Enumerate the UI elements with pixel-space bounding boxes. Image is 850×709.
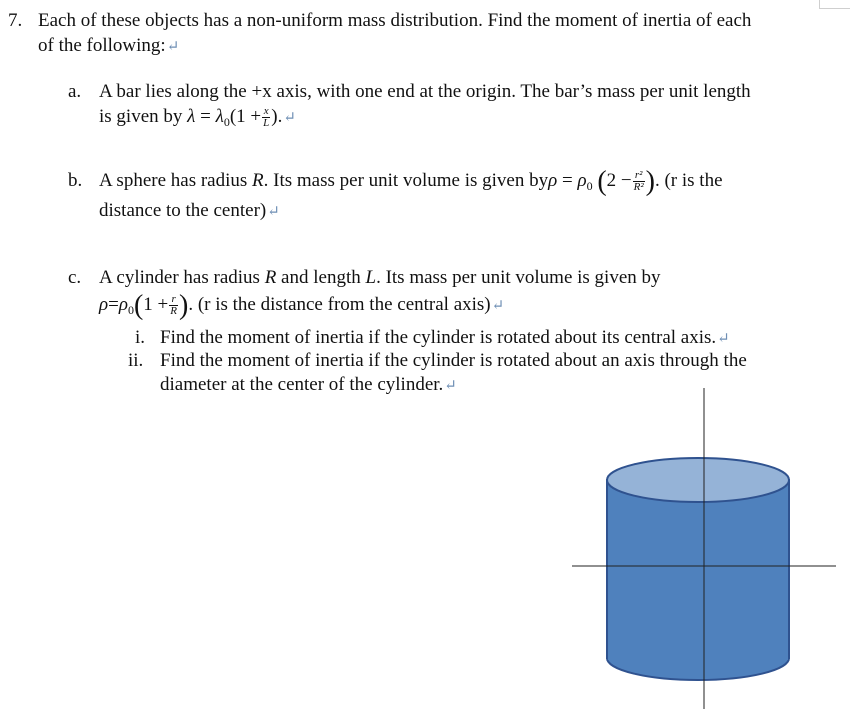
rho-symbol: ρ: [99, 294, 109, 315]
problem-number: 7.: [8, 10, 23, 31]
part-a-open-paren: (1 +: [229, 106, 262, 127]
part-c-frac-num: r: [169, 294, 178, 306]
part-a-prefix: is given by: [99, 106, 183, 127]
sub-ii-label: ii.: [128, 350, 144, 371]
part-c-label: c.: [68, 267, 82, 288]
part-b-big-close-paren: ): [645, 166, 655, 197]
part-c-frac-den: R: [170, 305, 177, 318]
part-b-prefix: A sphere has radius: [99, 170, 248, 191]
lambda0-subscript: 0: [223, 115, 230, 129]
cylinder-figure: [572, 388, 836, 709]
sub-ii-line1: Find the moment of inertia if the cylinder is rotated about an axis through the: [160, 350, 747, 371]
part-c-line2-suffix: . (r is the distance from the central axis): [188, 294, 491, 315]
rho0-subscript: 0: [586, 179, 593, 193]
rho0-symbol: ρ: [577, 170, 587, 191]
equals-sign: =: [200, 106, 211, 127]
part-c-line1: [99, 267, 661, 290]
lambda-symbol: λ: [187, 106, 196, 127]
part-c-text-a: A cylinder has radius: [99, 267, 260, 288]
part-b-two-minus: 2 −: [606, 170, 632, 191]
lambda0-symbol: λ: [215, 106, 224, 127]
page-corner-marker: [819, 0, 850, 9]
problem-intro-line2-wrap: [38, 35, 179, 58]
part-b-line1: [99, 166, 723, 197]
part-b-frac-num: r²: [633, 170, 645, 182]
part-a-frac-den: L: [263, 117, 270, 130]
rho0-symbol: ρ: [118, 294, 128, 315]
sub-ii-line2-wrap: [160, 374, 457, 397]
rho0-subscript: 0: [127, 303, 134, 317]
part-c-big-open-paren: (: [133, 290, 144, 321]
part-c-one-plus: 1 +: [143, 294, 169, 315]
problem-intro-line1: Each of these objects has a non-uniform mass distribution. Find the moment of inertia of each: [38, 10, 752, 31]
part-a-line2: [99, 106, 296, 129]
part-a-close-paren: ).: [271, 106, 283, 127]
part-a-frac-num: x: [263, 105, 269, 118]
return-mark-icon: ↵: [717, 331, 730, 347]
cylinder-fill: [608, 480, 788, 660]
sub-i-label: i.: [135, 327, 146, 348]
return-mark-icon: ↵: [166, 39, 180, 55]
part-a-line1: A bar lies along the +x axis, with one end at the origin. The bar’s mass per unit length: [99, 81, 751, 102]
equals-sign: =: [557, 170, 578, 191]
part-b-frac-den: R²: [633, 181, 644, 194]
sub-i-text: Find the moment of inertia if the cylinder is rotated about its central axis.: [160, 327, 717, 348]
return-mark-icon: ↵: [283, 110, 296, 126]
part-c-text-b: and length: [281, 267, 361, 288]
cylinder-top: [607, 458, 789, 502]
part-b-big-open-paren: (: [597, 166, 607, 197]
part-b-line2: distance to the center): [99, 200, 267, 221]
part-a-label: a.: [68, 81, 82, 102]
part-b-suffix: . (r is the: [654, 170, 723, 191]
part-b-fraction: [633, 170, 645, 193]
part-c-text-c: . Its mass per unit volume is given by: [376, 267, 661, 288]
part-b-label: b.: [68, 170, 83, 191]
cylinder-radius-symbol: R: [264, 267, 277, 288]
sub-i-wrap: [160, 327, 730, 350]
part-c-big-close-paren: ): [179, 290, 189, 321]
rho-symbol: ρ: [548, 170, 558, 191]
return-mark-icon: ↵: [444, 378, 457, 394]
sub-ii-line2: diameter at the center of the cylinder.: [160, 374, 444, 395]
part-a-fraction: [262, 106, 270, 129]
return-mark-icon: ↵: [491, 298, 505, 314]
part-b-line2-wrap: [99, 200, 280, 223]
part-c-fraction: [169, 294, 178, 317]
cylinder-length-symbol: L: [365, 267, 377, 288]
problem-intro-line2: of the following:: [38, 35, 166, 56]
sphere-radius-symbol: R: [252, 170, 264, 191]
part-c-line2: [99, 290, 505, 321]
equals-sign: =: [108, 294, 119, 315]
part-b-mid: . Its mass per unit volume is given by: [263, 170, 549, 191]
return-mark-icon: ↵: [267, 204, 280, 220]
